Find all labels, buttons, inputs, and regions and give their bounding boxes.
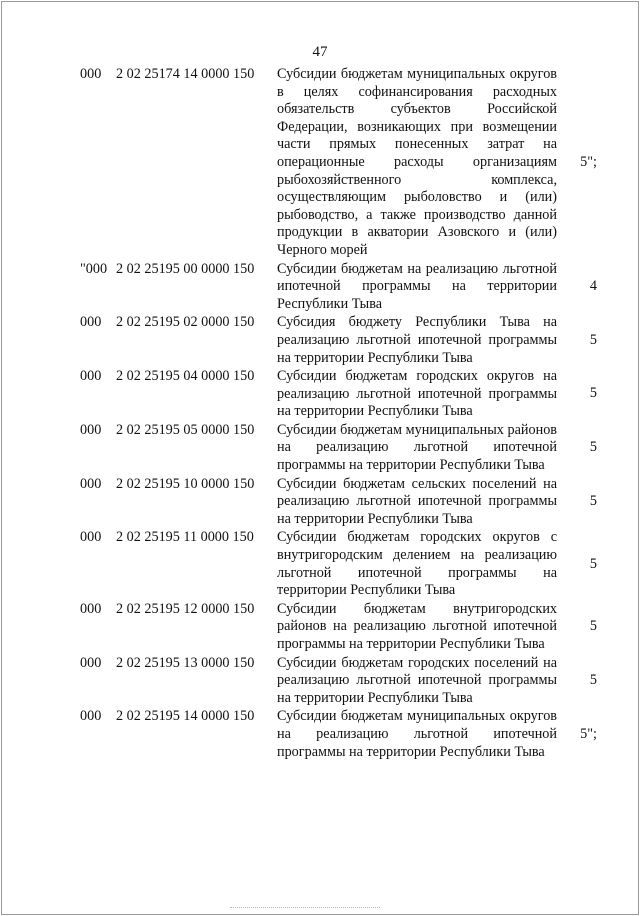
- table-row: [0, 422, 640, 475]
- allocation-norm: 5";: [580, 153, 597, 170]
- table-row: [0, 261, 640, 314]
- income-description: Субсидии бюджетам муниципальных районов на реализацию льготной ипотечной программы на территории Республики Тыва: [277, 421, 557, 474]
- budget-classification-code: 2 02 25195 12 0000 150: [116, 600, 255, 617]
- budget-classification-code: 2 02 25195 14 0000 150: [116, 708, 255, 725]
- table-row: [0, 476, 640, 529]
- allocation-norm: 5: [589, 385, 597, 402]
- admin-code: 000: [80, 66, 102, 82]
- admin-code: 000: [80, 475, 102, 492]
- admin-code: 000: [80, 421, 102, 438]
- admin-code: 000: [80, 708, 102, 725]
- income-description: Субсидия бюджету Республики Тыва на реализацию льготной ипотечной программы на территории Республики Тыва: [277, 314, 557, 366]
- allocation-norm: 5: [589, 618, 597, 635]
- table-row: [0, 368, 640, 421]
- table-row: [0, 314, 640, 367]
- admin-code: 000: [80, 529, 102, 546]
- allocation-norm: 5: [589, 331, 597, 348]
- allocation-norm: 5: [589, 672, 597, 689]
- table-row: [0, 655, 640, 708]
- allocation-norm: 4: [589, 278, 597, 295]
- scan-artifact-line: [230, 907, 380, 909]
- income-description: Субсидии бюджетам городских округов с внутригородским делением на реализацию льготной ипотечной программы на территории Республики Тыва: [277, 529, 557, 599]
- table-row: [0, 529, 640, 599]
- budget-classification-code: 2 02 25195 02 0000 150: [116, 314, 255, 331]
- admin-code: 000: [80, 654, 102, 671]
- allocation-norm: 5: [589, 439, 597, 456]
- income-description: Субсидии бюджетам городских поселений на реализацию льготной ипотечной программы на территории Республики Тыва: [277, 654, 557, 706]
- income-description: Субсидии бюджетам муниципальных округов в целях софинансирования расходных обязательств субъектов Российской Федерации, возникающих при возмещении части прямых понесенных затрат на операционные расходы организациям рыбохозяйственного комплекса, осуществляющим рыболовство и (или) рыбоводство, а также производство данной продукции в акватории Азовского и (или) Черного морей: [277, 66, 557, 258]
- budget-classification-code: 2 02 25174 14 0000 150: [116, 66, 255, 82]
- budget-code-table: [0, 66, 640, 762]
- budget-classification-code: 2 02 25195 10 0000 150: [116, 475, 255, 492]
- admin-code: 000: [80, 368, 102, 385]
- budget-classification-code: 2 02 25195 13 0000 150: [116, 654, 255, 671]
- income-description: Субсидии бюджетам муниципальных округов на реализацию льготной ипотечной программы на территории Республики Тыва: [277, 708, 557, 760]
- budget-classification-code: 2 02 25195 04 0000 150: [116, 368, 255, 385]
- budget-classification-code: 2 02 25195 05 0000 150: [116, 421, 255, 438]
- table-row: [0, 601, 640, 654]
- admin-code: 000: [80, 314, 102, 331]
- income-description: Субсидии бюджетам городских округов на реализацию льготной ипотечной программы на территории Республики Тыва: [277, 368, 557, 420]
- income-description: Субсидии бюджетам внутригородских районов на реализацию льготной ипотечной программы на территории Республики Тыва: [277, 600, 557, 652]
- admin-code: 000: [80, 600, 102, 617]
- budget-classification-code: 2 02 25195 11 0000 150: [116, 529, 254, 546]
- table-row: [0, 708, 640, 761]
- allocation-norm: 5: [589, 555, 597, 572]
- allocation-norm: 5";: [580, 725, 597, 742]
- table-row: [0, 66, 640, 260]
- allocation-norm: 5: [589, 493, 597, 510]
- budget-classification-code: 2 02 25195 00 0000 150: [116, 260, 255, 277]
- page-number: 47: [312, 44, 328, 60]
- admin-code: "000: [80, 260, 108, 277]
- income-description: Субсидии бюджетам на реализацию льготной ипотечной программы на территории Республики Тыва: [277, 260, 557, 312]
- income-description: Субсидии бюджетам сельских поселений на реализацию льготной ипотечной программы на территории Республики Тыва: [277, 475, 557, 527]
